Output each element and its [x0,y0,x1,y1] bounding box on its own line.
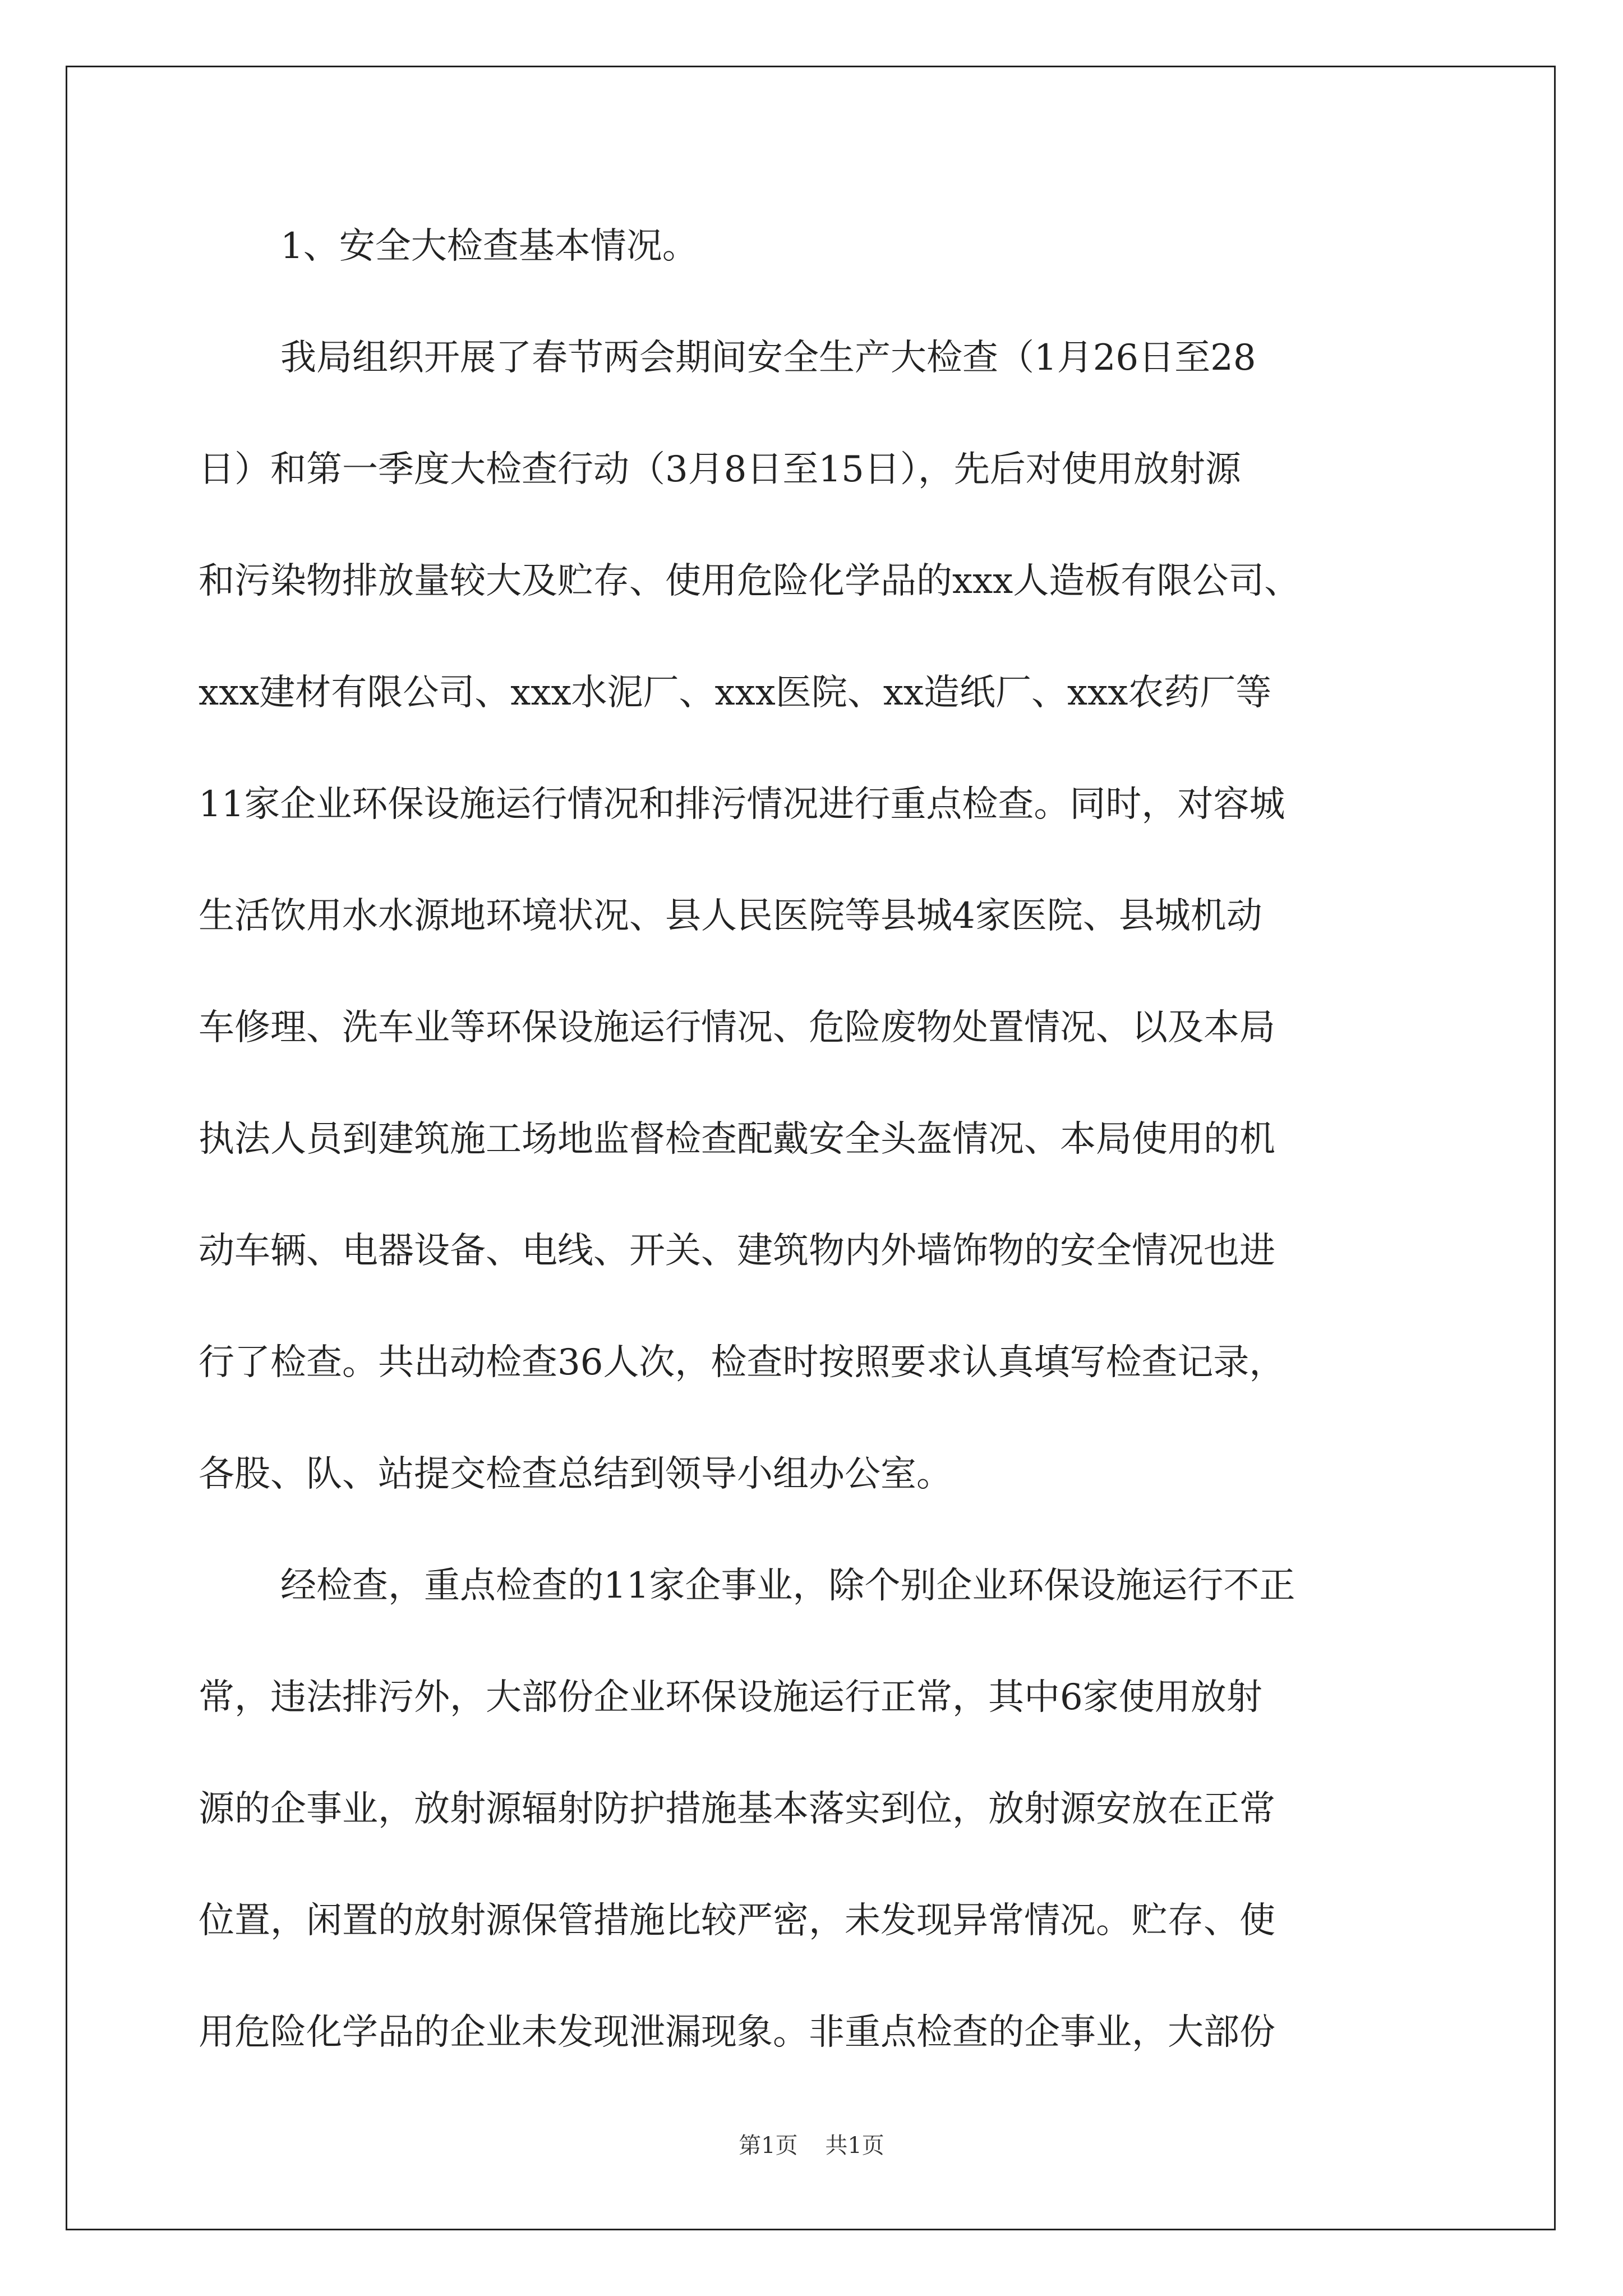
page-footer [0,2128,1623,2160]
paragraph-line: 11家企业环保设施运行情况和排污情况进行重点检查。同时，对容城 [199,784,1285,825]
paragraph-line: 位置，闲置的放射源保管措施比较严密，未发现异常情况。贮存、使 [199,1900,1275,1941]
paragraph-line: 我局组织开展了春节两会期间安全生产大检查（1月26日至28 [280,337,1256,379]
paragraph-line: xxx建材有限公司、xxx水泥厂、xxx医院、xx造纸厂、xxx农药厂等 [199,672,1272,714]
paragraph-line: 动车辆、电器设备、电线、开关、建筑物内外墙饰物的安全情况也进 [199,1230,1275,1272]
paragraph-line: 常，违法排污外，大部份企业环保设施运行正常，其中6家使用放射 [199,1677,1262,1718]
paragraph-line: 生活饮用水水源地环境状况、县人民医院等县城4家医院、县城机动 [199,895,1262,937]
paragraph-line: 用危险化学品的企业未发现泄漏现象。非重点检查的企事业，大部份 [199,2012,1275,2053]
paragraph-line: 日）和第一季度大检查行动（3月8日至15日），先后对使用放射源 [199,449,1241,490]
paragraph-line: 各股、队、站提交检查总结到领导小组办公室。 [199,1453,952,1495]
paragraph-line: 行了检查。共出动检查36人次，检查时按照要求认真填写检查记录， [199,1342,1285,1383]
paragraph-line: 源的企事业，放射源辐射防护措施基本落实到位，放射源安放在正常 [199,1788,1275,1830]
paragraph-line: 经检查，重点检查的11家企事业，除个别企业环保设施运行不正 [280,1565,1295,1607]
section-heading: 1、安全大检查基本情况。 [280,226,698,267]
paragraph-line: 和污染物排放量较大及贮存、使用危险化学品的xxx人造板有限公司、 [199,560,1301,602]
page-total: 共1页 [825,2133,884,2159]
page-number: 第1页 [739,2133,798,2159]
paragraph-line: 执法人员到建筑施工场地监督检查配戴安全头盔情况、本局使用的机 [199,1119,1275,1160]
paragraph-line: 车修理、洗车业等环保设施运行情况、危险废物处置情况、以及本局 [199,1007,1275,1048]
